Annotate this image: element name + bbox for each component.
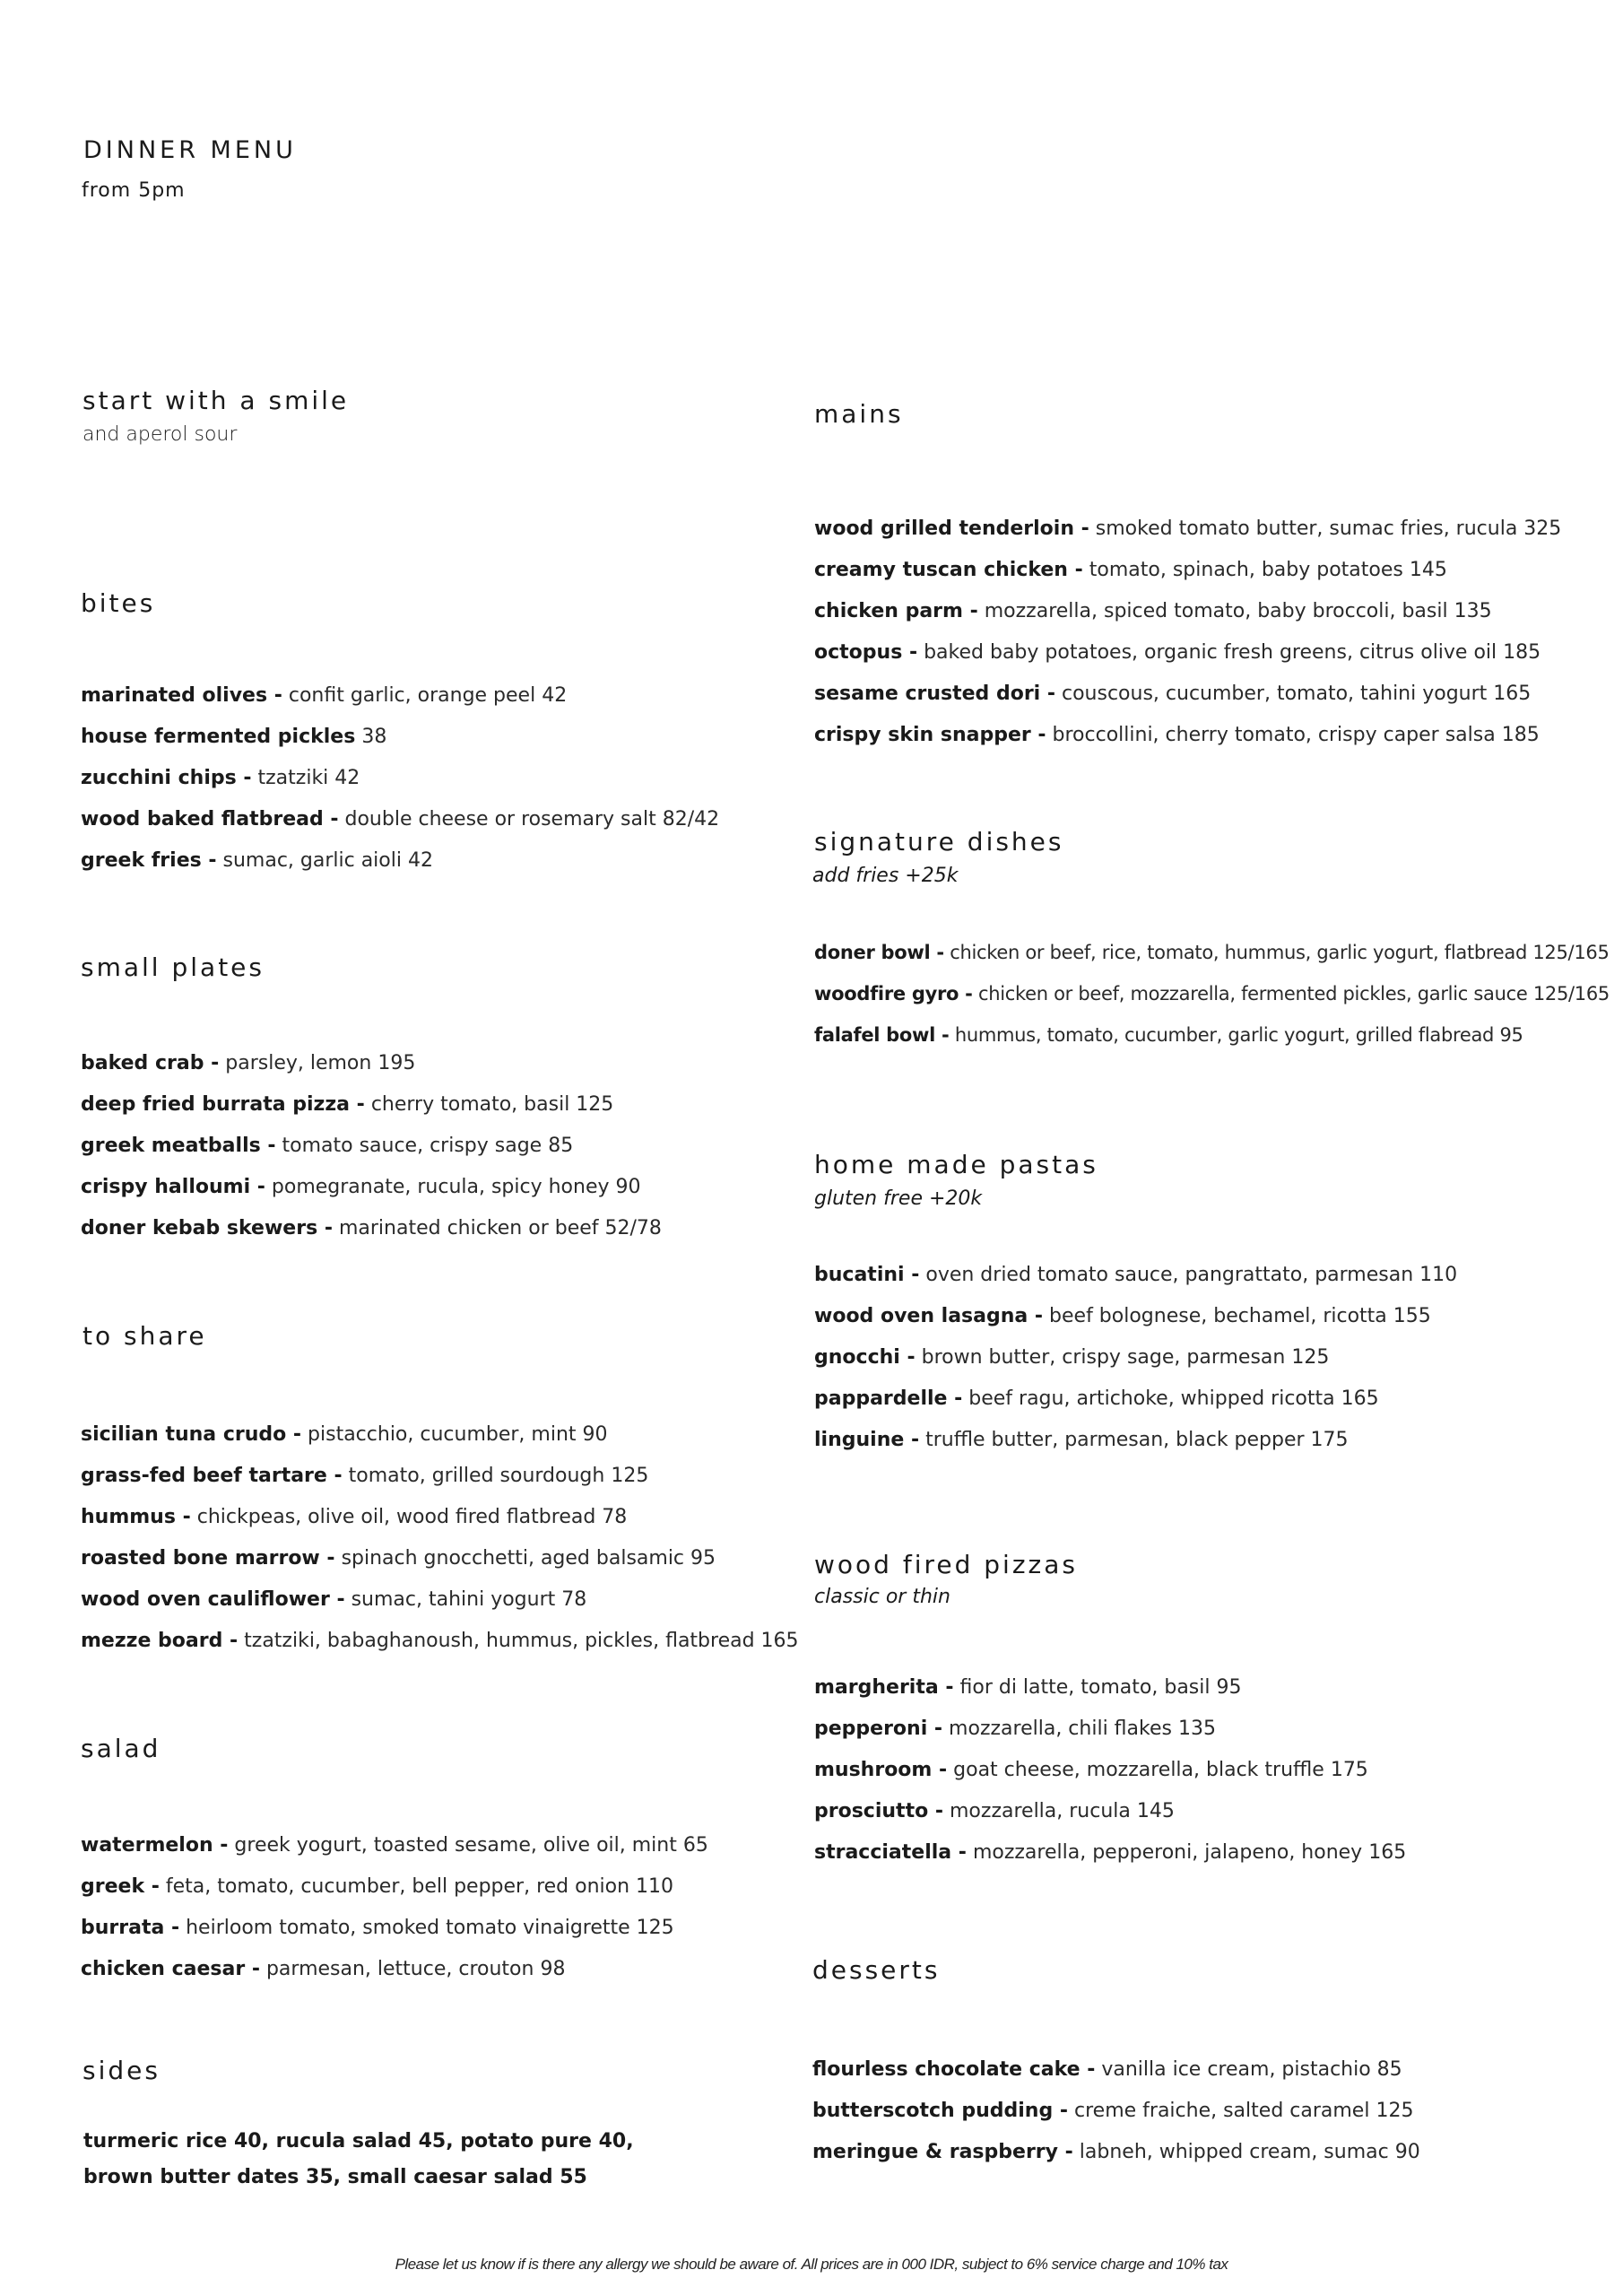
menu-item: linguine - truffle butter, parmesan, black pepper 175 (814, 1429, 1349, 1451)
menu-item: house fermented pickles 38 (81, 726, 387, 748)
menu-item: marinated olives - confit garlic, orange peel 42 (81, 684, 568, 707)
menu-item: butterscotch pudding - creme fraiche, salted caramel 125 (812, 2100, 1414, 2122)
menu-item: octopus - baked baby potatoes, organic fresh greens, citrus olive oil 185 (814, 641, 1541, 664)
menu-item: margherita - fior di latte, tomato, basil 95 (814, 1676, 1242, 1699)
menu-item: roasted bone marrow - spinach gnocchetti, aged balsamic 95 (81, 1547, 716, 1570)
sides-line-2: brown butter dates 35, small caesar salad 55 (83, 2166, 587, 2188)
menu-item: wood oven lasagna - beef bolognese, bechamel, ricotta 155 (814, 1305, 1431, 1327)
menu-item: burrata - heirloom tomato, smoked tomato vinaigrette 125 (81, 1917, 674, 1939)
menu-item: gnocchi - brown butter, crispy sage, parmesan 125 (814, 1346, 1330, 1369)
section-sub-pastas: gluten free +20k (814, 1187, 983, 1210)
section-title-start: start with a smile (82, 386, 350, 415)
section-sub-signature: add fries +25k (812, 865, 959, 887)
menu-item: hummus - chickpeas, olive oil, wood fired flatbread 78 (81, 1506, 628, 1528)
menu-item: sicilian tuna crudo - pistacchio, cucumber, mint 90 (81, 1423, 608, 1446)
menu-item: crispy halloumi - pomegranate, rucula, spicy honey 90 (81, 1176, 641, 1198)
menu-item: greek fries - sumac, garlic aioli 42 (81, 849, 433, 872)
to-share-list (81, 1422, 799, 1654)
menu-item: crispy skin snapper - broccollini, cherry tomato, crispy caper salsa 185 (814, 724, 1540, 746)
menu-item: woodfire gyro - chicken or beef, mozzarella, fermented pickles, garlic sauce 125/165 (814, 983, 1610, 1004)
mains-list (814, 517, 1561, 748)
page-title: DINNER MENU (83, 136, 297, 164)
menu-item: wood grilled tenderloin - smoked tomato butter, sumac fries, rucula 325 (814, 517, 1562, 540)
pizzas-list (814, 1675, 1406, 1866)
menu-item: mushroom - goat cheese, mozzarella, black truffle 175 (814, 1759, 1368, 1781)
menu-item: wood oven cauliflower - sumac, tahini yogurt 78 (81, 1588, 587, 1611)
menu-item: sesame crusted dori - couscous, cucumber, tomato, tahini yogurt 165 (814, 683, 1532, 705)
bites-list (81, 683, 719, 874)
menu-item: zucchini chips - tzatziki 42 (81, 767, 360, 789)
menu-item: mezze board - tzatziki, babaghanoush, hummus, pickles, flatbread 165 (81, 1630, 799, 1652)
menu-item: grass-fed beef tartare - tomato, grilled sourdough 125 (81, 1465, 649, 1487)
section-title-small-plates: small plates (81, 952, 265, 982)
menu-item: baked crab - parsley, lemon 195 (81, 1052, 416, 1074)
menu-item: meringue & raspberry - labneh, whipped cream, sumac 90 (812, 2141, 1420, 2163)
section-title-mains: mains (814, 399, 904, 429)
pastas-list (814, 1263, 1457, 1453)
section-title-pizzas: wood fired pizzas (814, 1550, 1078, 1579)
menu-item: deep fried burrata pizza - cherry tomato, basil 125 (81, 1093, 614, 1116)
menu-item: creamy tuscan chicken - tomato, spinach, baby potatoes 145 (814, 559, 1447, 581)
menu-item: greek - feta, tomato, cucumber, bell pepper, red onion 110 (81, 1875, 674, 1898)
menu-item: pepperoni - mozzarella, chili flakes 135 (814, 1718, 1216, 1740)
page-subtitle: from 5pm (82, 179, 186, 202)
menu-item: doner bowl - chicken or beef, rice, tomato, hummus, garlic yogurt, flatbread 125/165 (814, 942, 1610, 963)
menu-item: pappardelle - beef ragu, artichoke, whipped ricotta 165 (814, 1387, 1379, 1410)
salad-list (81, 1833, 708, 1982)
desserts-list (812, 2057, 1420, 2165)
menu-item: prosciutto - mozzarella, rucula 145 (814, 1800, 1175, 1822)
menu-item: flourless chocolate cake - vanilla ice cream, pistachio 85 (812, 2058, 1402, 2081)
menu-item: bucatini - oven dried tomato sauce, pangrattato, parmesan 110 (814, 1264, 1458, 1286)
menu-item: watermelon - greek yogurt, toasted sesame, olive oil, mint 65 (81, 1834, 708, 1857)
menu-item: falafel bowl - hummus, tomato, cucumber, garlic yogurt, grilled flabread 95 (814, 1024, 1523, 1046)
menu-item: greek meatballs - tomato sauce, crispy sage 85 (81, 1135, 574, 1157)
menu-item: chicken parm - mozzarella, spiced tomato, baby broccoli, basil 135 (814, 600, 1492, 622)
menu-item: chicken caesar - parmesan, lettuce, crouton 98 (81, 1958, 566, 1980)
sides-line-1: turmeric rice 40, rucula salad 45, potato pure 40, (83, 2130, 634, 2152)
menu-item: wood baked flatbread - double cheese or rosemary salt 82/42 (81, 808, 720, 831)
signature-list (814, 940, 1610, 1048)
footer-note: Please let us know if is there any allergy we should be aware of. All prices are in 000 IDR, subject to 6% service charge and 10% tax (395, 2256, 1228, 2273)
section-title-bites: bites (81, 588, 156, 618)
section-title-sides: sides (82, 2056, 161, 2085)
menu-item: stracciatella - mozzarella, pepperoni, jalapeno, honey 165 (814, 1841, 1407, 1864)
section-sub-pizzas: classic or thin (814, 1586, 950, 1608)
section-title-salad: salad (81, 1734, 161, 1763)
section-title-to-share: to share (82, 1321, 207, 1351)
section-title-signature: signature dishes (814, 827, 1064, 857)
section-sub-start: and aperol sour (82, 423, 238, 446)
menu-item: doner kebab skewers - marinated chicken or beef 52/78 (81, 1217, 662, 1239)
small-plates-list (81, 1051, 662, 1241)
section-title-desserts: desserts (812, 1955, 941, 1985)
section-title-pastas: home made pastas (814, 1150, 1098, 1179)
